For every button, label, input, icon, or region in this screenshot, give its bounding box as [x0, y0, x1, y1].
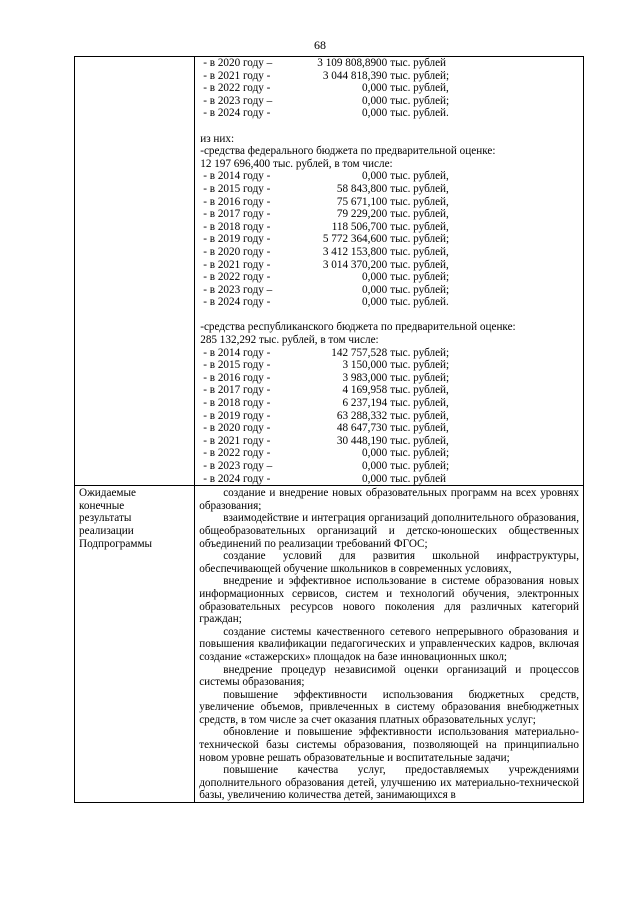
result-paragraph: создание и внедрение новых образовательных программ на всех уровнях образования;	[199, 487, 579, 512]
results-label-line: реализации	[79, 524, 134, 537]
funding-unit: тыс. рублей,	[390, 384, 449, 397]
funding-unit: тыс. рублей,	[390, 409, 449, 422]
funding-unit: тыс. рублей,	[390, 82, 449, 95]
funding-year: - в 2024 году -	[203, 472, 271, 485]
federal-funding-list	[200, 170, 583, 309]
funding-unit: тыс. рублей;	[390, 94, 450, 107]
funding-unit: тыс. рублей,	[390, 422, 449, 435]
republic-total: 285 132,292 тыс. рублей, в том числе:	[200, 334, 379, 347]
republic-funding-list	[200, 347, 583, 486]
republic-funding-row	[200, 447, 583, 460]
results-label-line: конечные	[79, 499, 125, 512]
financing-content-cell	[195, 57, 584, 486]
funding-year: - в 2019 году -	[203, 409, 271, 422]
funding-top-row	[200, 95, 583, 108]
program-table	[74, 56, 584, 803]
funding-year: - в 2016 году -	[203, 195, 271, 208]
funding-unit: тыс. рублей,	[390, 220, 449, 233]
funding-unit: тыс. рублей,	[390, 208, 449, 221]
federal-funding-row	[200, 284, 583, 297]
funding-amount: 0,000	[362, 107, 388, 120]
funding-year: - в 2018 году -	[203, 220, 271, 233]
funding-unit: тыс. рублей;	[390, 359, 450, 372]
funding-unit: тыс. рублей;	[390, 371, 450, 384]
federal-total: 12 197 696,400 тыс. рублей, в том числе:	[200, 157, 393, 170]
funding-unit: тыс. рублей,	[390, 434, 449, 447]
republic-funding-row	[200, 372, 583, 385]
funding-amount: 5 772 364,600	[322, 233, 388, 246]
funding-year: - в 2019 году -	[203, 233, 271, 246]
funding-amount: 0,000	[362, 447, 388, 460]
republic-funding-row	[200, 410, 583, 423]
financing-block	[195, 57, 583, 485]
results-label-line: результаты	[79, 512, 132, 525]
funding-amount: 3 412 153,800	[322, 245, 388, 258]
federal-funding-row	[200, 208, 583, 221]
results-label-line: Подпрограммы	[79, 537, 153, 550]
funding-amount: 3 150,000	[342, 359, 388, 372]
funding-year: - в 2015 году -	[203, 182, 271, 195]
funding-top-row	[200, 82, 583, 95]
funding-unit: тыс. рублей,	[390, 170, 449, 183]
funding-amount: 118 506,700	[331, 220, 388, 233]
funding-unit: тыс. рублей	[390, 472, 447, 485]
republic-funding-row	[200, 460, 583, 473]
result-paragraph: внедрение и эффективное использование в системе образования новых информационных сервисов, систем и технологий обучения, электронных образовательных ресурсов нового поколения для различных категорий граждан;	[199, 575, 579, 626]
funding-unit: тыс. рублей,	[390, 195, 449, 208]
funding-amount: 58 843,800	[336, 182, 388, 195]
page-number: 68	[314, 38, 326, 52]
republic-funding-row	[200, 397, 583, 410]
result-paragraph: повышение эффективности использования бюджетных средств, увеличение объемов, привлеченных в систему образования внебюджетных средств, в том числе за счет оказания платных образовательных услуг;	[199, 688, 579, 726]
funding-year: - в 2021 году -	[203, 434, 271, 447]
funding-year: - в 2015 году -	[203, 359, 271, 372]
funding-top-list	[200, 57, 583, 120]
funding-year: - в 2021 году -	[203, 258, 271, 271]
funding-year: - в 2020 году –	[203, 57, 273, 69]
funding-year: - в 2022 году -	[203, 82, 271, 95]
funding-unit: тыс. рублей;	[390, 460, 450, 472]
funding-amount: 0,000	[362, 460, 388, 472]
result-paragraph: обновление и повышение эффективности использования материально-технической базы системы образования, позволяющей на принципиально новом уровне решать образовательные и воспитательные задачи;	[199, 726, 579, 764]
republic-funding-row	[200, 359, 583, 372]
funding-year: - в 2023 году –	[203, 94, 273, 107]
funding-year: - в 2024 году -	[203, 107, 271, 120]
funding-year: - в 2022 году -	[203, 447, 271, 460]
result-paragraph: создание условий для развития школьной инфраструктуры, обеспечивающей обучение школьников в современных условиях,	[199, 550, 579, 575]
funding-amount: 0,000	[362, 271, 388, 284]
funding-unit: тыс. рублей;	[390, 283, 450, 296]
results-label-cell	[75, 486, 195, 803]
republic-heading: -средства республиканского бюджета по предварительной оценке:	[200, 321, 516, 334]
funding-amount: 0,000	[362, 82, 388, 95]
funding-year: - в 2017 году -	[203, 208, 271, 221]
funding-amount: 0,000	[362, 170, 388, 183]
funding-year: - в 2014 году -	[203, 170, 271, 183]
funding-amount: 0,000	[362, 472, 388, 485]
funding-year: - в 2016 году -	[203, 371, 271, 384]
funding-unit: тыс. рублей.	[390, 107, 449, 120]
funding-unit: тыс. рублей;	[390, 271, 450, 284]
funding-amount: 0,000	[362, 94, 388, 107]
funding-amount: 6 237,194	[342, 397, 388, 410]
federal-funding-row	[200, 296, 583, 309]
funding-year: - в 2023 году –	[203, 283, 273, 296]
federal-funding-row	[200, 271, 583, 284]
funding-amount: 3 044 818,390	[322, 69, 388, 82]
funding-year: - в 2014 году -	[203, 346, 271, 359]
funding-year: - в 2020 году -	[203, 245, 271, 258]
result-paragraph: повышение качества услуг, предоставляемых учреждениями дополнительного образования детей, улучшению их материально-технической базы, увеличению количества детей, занимающихся в	[199, 764, 579, 802]
funding-unit: тыс. рублей	[390, 57, 447, 69]
federal-heading: -средства федерального бюджета по предварительной оценке:	[200, 145, 496, 158]
funding-year: - в 2021 году -	[203, 69, 271, 82]
republic-funding-row	[200, 384, 583, 397]
republic-funding-row	[200, 422, 583, 435]
funding-year: - в 2023 году –	[203, 460, 273, 472]
funding-year: - в 2024 году -	[203, 296, 271, 309]
results-label	[75, 486, 194, 550]
federal-funding-row	[200, 246, 583, 259]
result-paragraph: создание системы качественного сетевого непрерывного образования и повышения квалификации педагогических и управленческих кадров, включая создание «стажерских» площадок на базе инновационных школ;	[199, 625, 579, 663]
federal-funding-row	[200, 233, 583, 246]
financing-row	[75, 57, 584, 486]
funding-amount: 3 109 808,8900	[317, 57, 388, 69]
funding-unit: тыс. рублей;	[390, 346, 450, 359]
funding-year: - в 2018 году -	[203, 397, 271, 410]
federal-funding-row	[200, 170, 583, 183]
republic-funding-row	[200, 473, 583, 486]
federal-funding-row	[200, 196, 583, 209]
funding-unit: тыс. рублей;	[390, 447, 450, 460]
funding-amount: 3 014 370,200	[322, 258, 388, 271]
result-paragraph: внедрение процедур независимой оценки организаций и процессов системы образования;	[199, 663, 579, 689]
results-list	[195, 486, 583, 802]
funding-unit: тыс. рублей;	[390, 69, 450, 82]
results-label-line: Ожидаемые	[79, 487, 136, 500]
federal-funding-row	[200, 183, 583, 196]
funding-unit: тыс. рублей;	[390, 233, 450, 246]
funding-year: - в 2017 году -	[203, 384, 271, 397]
results-row	[75, 486, 584, 803]
funding-amount: 79 229,200	[336, 208, 388, 221]
funding-amount: 0,000	[362, 296, 388, 309]
financing-label-cell	[75, 57, 195, 486]
funding-year: - в 2022 году -	[203, 271, 271, 284]
funding-unit: тыс. рублей.	[390, 296, 449, 309]
of-them-label: из них:	[200, 132, 235, 145]
federal-funding-row	[200, 259, 583, 272]
federal-funding-row	[200, 221, 583, 234]
republic-funding-row	[200, 347, 583, 360]
funding-amount: 75 671,100	[336, 195, 388, 208]
funding-top-row	[200, 70, 583, 83]
funding-amount: 3 983,000	[342, 371, 388, 384]
funding-amount: 30 448,190	[336, 434, 388, 447]
funding-top-row	[200, 57, 583, 70]
results-content-cell	[195, 486, 584, 803]
funding-year: - в 2020 году -	[203, 422, 271, 435]
funding-amount: 4 169,958	[342, 384, 388, 397]
funding-amount: 0,000	[362, 283, 388, 296]
funding-unit: тыс. рублей,	[390, 182, 449, 195]
funding-amount: 63 288,332	[336, 409, 388, 422]
funding-unit: тыс. рублей,	[390, 258, 449, 271]
funding-amount: 48 647,730	[336, 422, 388, 435]
funding-top-row	[200, 107, 583, 120]
result-paragraph: взаимодействие и интеграция организаций дополнительного образования, общеобразовательных организаций и детско-юношеских общественных объединений по реализации требований ФГОС;	[199, 512, 579, 550]
funding-unit: тыс. рублей,	[390, 397, 449, 410]
funding-amount: 142 757,528	[331, 346, 388, 359]
funding-unit: тыс. рублей,	[390, 245, 449, 258]
republic-funding-row	[200, 435, 583, 448]
